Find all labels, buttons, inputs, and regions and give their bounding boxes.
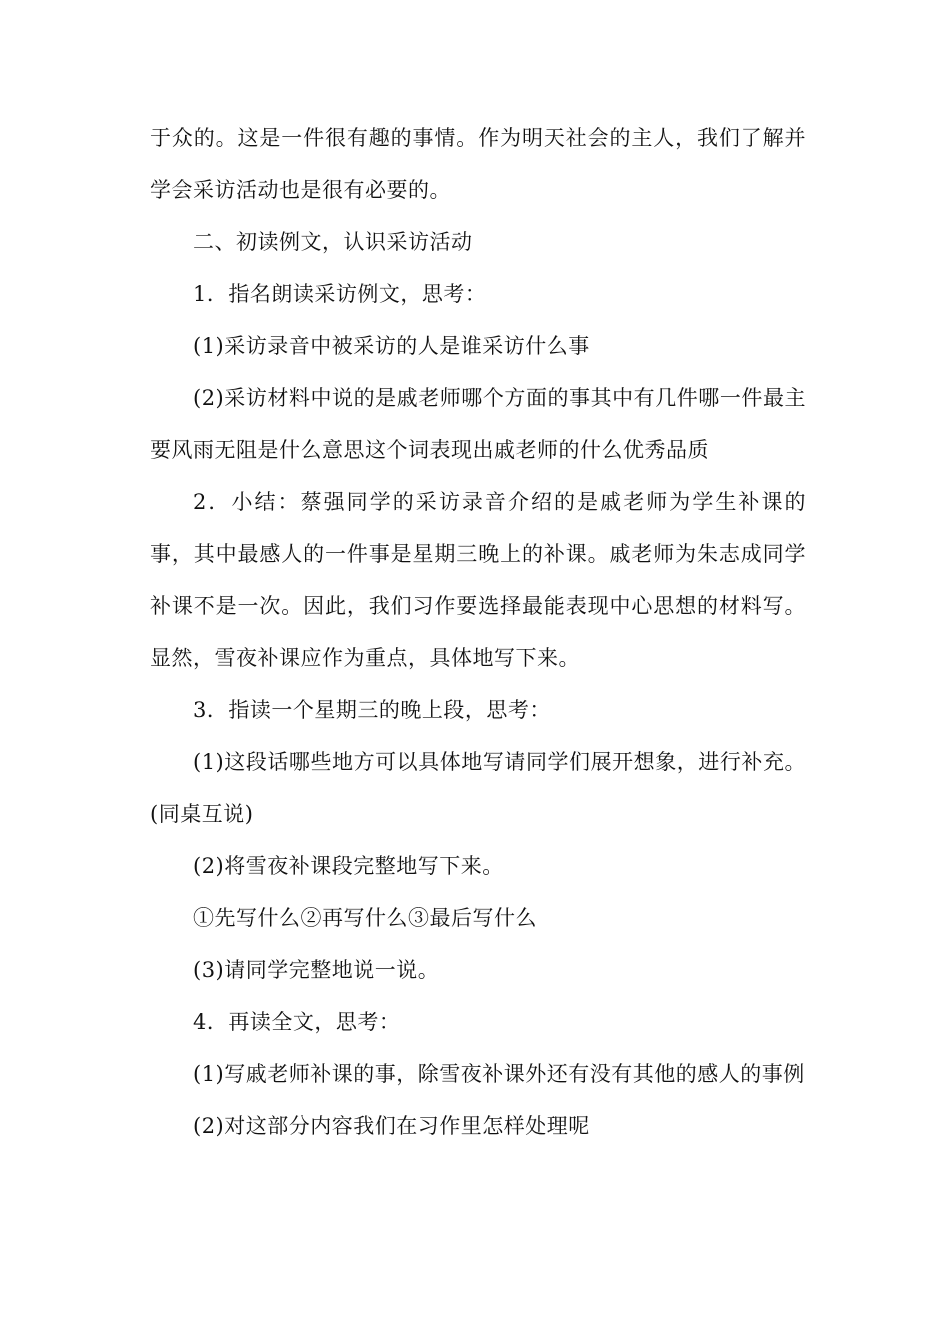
question-1-2: (2)采访材料中说的是戚老师哪个方面的事其中有几件哪一件最主要风雨无阻是什么意思这个词表现出戚老师的什么优秀品质 [150, 386, 806, 462]
question-4-1: (1)写戚老师补课的事，除雪夜补课外还有没有其他的感人的事例 [193, 1062, 805, 1086]
question-1-1: (1)采访录音中被采访的人是谁采访什么事 [193, 334, 590, 358]
step-2-summary: 2．小结：蔡强同学的采访录音介绍的是戚老师为学生补课的事，其中最感人的一件事是星期三晚上的补课。戚老师为朱志成同学补课不是一次。因此，我们习作要选择最能表现中心思想的材料写。显然，雪夜补课应作为重点，具体地写下来。 [150, 490, 806, 670]
question-3-2: (2)将雪夜补课段完整地写下来。 [193, 854, 504, 878]
document-body [150, 112, 806, 1152]
question-3-1: (1)这段话哪些地方可以具体地写请同学们展开想象，进行补充。(同桌互说) [150, 750, 806, 826]
section-heading: 二、初读例文，认识采访活动 [193, 230, 473, 254]
question-4-2: (2)对这部分内容我们在习作里怎样处理呢 [193, 1114, 590, 1138]
sub-steps: ①先写什么②再写什么③最后写什么 [193, 906, 537, 930]
step-1: 1．指名朗读采访例文，思考： [193, 282, 487, 306]
step-4: 4．再读全文，思考： [193, 1010, 401, 1034]
question-3-3: (3)请同学完整地说一说。 [193, 958, 440, 982]
step-3: 3．指读一个星期三的晚上段，思考： [193, 698, 551, 722]
paragraph-continuation: 于众的。这是一件很有趣的事情。作为明天社会的主人，我们了解并学会采访活动也是很有必要的。 [150, 126, 806, 202]
